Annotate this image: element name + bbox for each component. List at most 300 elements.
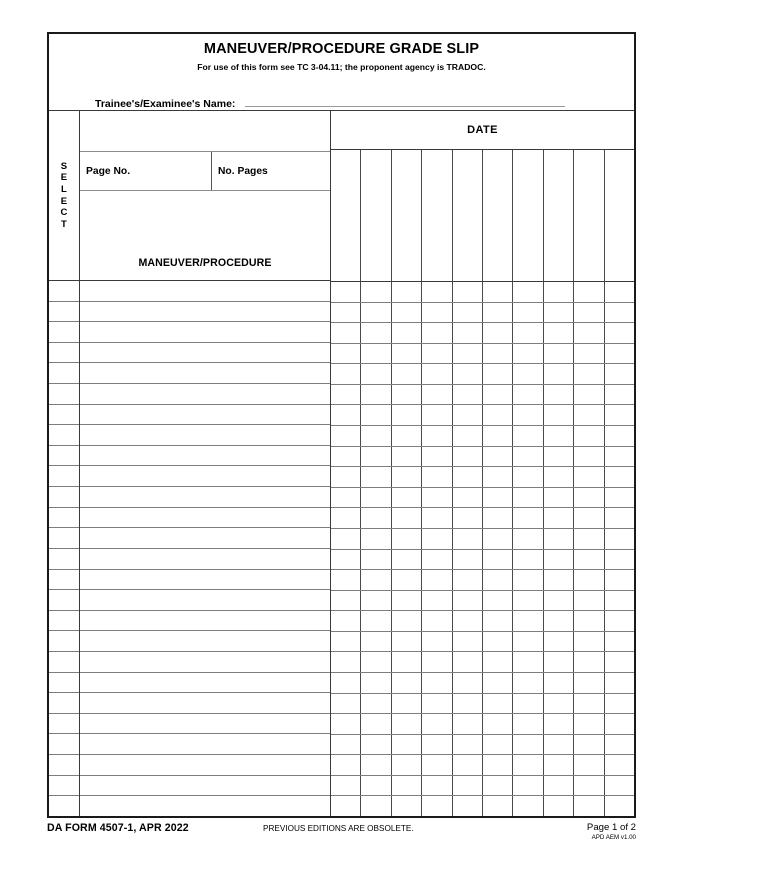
date-grade-cell[interactable]	[544, 282, 574, 302]
date-grade-cell[interactable]	[392, 755, 422, 775]
date-grade-cell[interactable]	[544, 426, 574, 446]
date-grade-cell[interactable]	[361, 282, 391, 302]
date-grade-cell[interactable]	[392, 303, 422, 323]
date-grade-cell[interactable]	[453, 385, 483, 405]
select-cell[interactable]	[49, 446, 79, 467]
date-grade-cell[interactable]	[605, 364, 634, 384]
date-grade-cell[interactable]	[544, 652, 574, 672]
date-grade-cell[interactable]	[453, 447, 483, 467]
date-header-cell[interactable]	[331, 150, 361, 281]
date-grade-cell[interactable]	[331, 508, 361, 528]
date-grade-cell[interactable]	[574, 282, 604, 302]
date-grade-cell[interactable]	[392, 282, 422, 302]
date-grade-cell[interactable]	[361, 570, 391, 590]
date-grade-cell[interactable]	[453, 652, 483, 672]
select-cell[interactable]	[49, 281, 79, 302]
date-grade-cell[interactable]	[513, 632, 543, 652]
date-grade-cell[interactable]	[331, 447, 361, 467]
date-grade-cell[interactable]	[544, 447, 574, 467]
maneuver-cell[interactable]	[80, 631, 330, 652]
date-grade-cell[interactable]	[544, 467, 574, 487]
date-header-cell[interactable]	[574, 150, 604, 281]
date-grade-cell[interactable]	[453, 673, 483, 693]
date-grade-cell[interactable]	[574, 405, 604, 425]
date-grade-cell[interactable]	[513, 570, 543, 590]
date-grade-cell[interactable]	[605, 714, 634, 734]
date-grade-cell[interactable]	[453, 591, 483, 611]
date-grade-cell[interactable]	[544, 570, 574, 590]
date-grade-cell[interactable]	[422, 303, 452, 323]
date-grade-cell[interactable]	[361, 673, 391, 693]
date-header-cell[interactable]	[605, 150, 634, 281]
date-grade-cell[interactable]	[422, 323, 452, 343]
select-cell[interactable]	[49, 322, 79, 343]
date-grade-cell[interactable]	[605, 303, 634, 323]
date-grade-cell[interactable]	[453, 323, 483, 343]
date-grade-cell[interactable]	[361, 611, 391, 631]
date-grade-cell[interactable]	[331, 282, 361, 302]
date-grade-cell[interactable]	[331, 673, 361, 693]
date-grade-cell[interactable]	[513, 673, 543, 693]
maneuver-cell[interactable]	[80, 384, 330, 405]
date-grade-cell[interactable]	[483, 488, 513, 508]
date-grade-cell[interactable]	[574, 467, 604, 487]
date-grade-cell[interactable]	[392, 673, 422, 693]
date-grade-cell[interactable]	[422, 714, 452, 734]
maneuver-cell[interactable]	[80, 487, 330, 508]
date-grade-cell[interactable]	[513, 282, 543, 302]
select-cell[interactable]	[49, 796, 79, 816]
date-grade-cell[interactable]	[513, 405, 543, 425]
date-grade-cell[interactable]	[392, 714, 422, 734]
maneuver-cell[interactable]	[80, 776, 330, 797]
select-cell[interactable]	[49, 528, 79, 549]
select-cell[interactable]	[49, 652, 79, 673]
date-header-cell[interactable]	[422, 150, 452, 281]
date-grade-cell[interactable]	[453, 755, 483, 775]
date-grade-cell[interactable]	[361, 714, 391, 734]
date-grade-cell[interactable]	[574, 796, 604, 816]
select-cell[interactable]	[49, 755, 79, 776]
date-grade-cell[interactable]	[361, 735, 391, 755]
date-grade-cell[interactable]	[422, 550, 452, 570]
date-grade-cell[interactable]	[605, 344, 634, 364]
date-grade-cell[interactable]	[392, 447, 422, 467]
date-grade-cell[interactable]	[513, 611, 543, 631]
date-grade-cell[interactable]	[574, 364, 604, 384]
date-grade-cell[interactable]	[544, 776, 574, 796]
date-grade-cell[interactable]	[392, 694, 422, 714]
date-grade-cell[interactable]	[422, 591, 452, 611]
date-grade-cell[interactable]	[605, 508, 634, 528]
date-grade-cell[interactable]	[574, 570, 604, 590]
date-grade-cell[interactable]	[544, 405, 574, 425]
date-grade-cell[interactable]	[483, 673, 513, 693]
maneuver-cell[interactable]	[80, 405, 330, 426]
date-grade-cell[interactable]	[361, 488, 391, 508]
maneuver-cell[interactable]	[80, 322, 330, 343]
select-cell[interactable]	[49, 466, 79, 487]
date-header-cell[interactable]	[544, 150, 574, 281]
select-cell[interactable]	[49, 673, 79, 694]
select-cell[interactable]	[49, 631, 79, 652]
date-grade-cell[interactable]	[331, 303, 361, 323]
date-grade-cell[interactable]	[483, 714, 513, 734]
date-grade-cell[interactable]	[483, 570, 513, 590]
date-grade-cell[interactable]	[422, 385, 452, 405]
select-cell[interactable]	[49, 734, 79, 755]
date-grade-cell[interactable]	[513, 694, 543, 714]
date-grade-cell[interactable]	[331, 529, 361, 549]
date-grade-cell[interactable]	[513, 591, 543, 611]
date-grade-cell[interactable]	[331, 467, 361, 487]
date-grade-cell[interactable]	[453, 303, 483, 323]
date-grade-cell[interactable]	[605, 488, 634, 508]
date-grade-cell[interactable]	[574, 755, 604, 775]
date-grade-cell[interactable]	[453, 467, 483, 487]
date-grade-cell[interactable]	[422, 652, 452, 672]
date-grade-cell[interactable]	[483, 652, 513, 672]
date-grade-cell[interactable]	[605, 405, 634, 425]
date-grade-cell[interactable]	[331, 364, 361, 384]
date-grade-cell[interactable]	[392, 529, 422, 549]
maneuver-cell[interactable]	[80, 714, 330, 735]
date-grade-cell[interactable]	[453, 364, 483, 384]
date-grade-cell[interactable]	[605, 529, 634, 549]
date-grade-cell[interactable]	[453, 796, 483, 816]
date-grade-cell[interactable]	[392, 632, 422, 652]
select-cell[interactable]	[49, 590, 79, 611]
date-grade-cell[interactable]	[331, 611, 361, 631]
date-grade-cell[interactable]	[544, 611, 574, 631]
select-cell[interactable]	[49, 714, 79, 735]
date-grade-cell[interactable]	[483, 467, 513, 487]
date-grade-cell[interactable]	[422, 529, 452, 549]
date-grade-cell[interactable]	[513, 303, 543, 323]
date-grade-cell[interactable]	[605, 755, 634, 775]
date-grade-cell[interactable]	[392, 385, 422, 405]
date-header-cell[interactable]	[453, 150, 483, 281]
date-grade-cell[interactable]	[392, 776, 422, 796]
date-grade-cell[interactable]	[453, 488, 483, 508]
date-grade-cell[interactable]	[453, 282, 483, 302]
date-grade-cell[interactable]	[361, 550, 391, 570]
date-grade-cell[interactable]	[513, 529, 543, 549]
date-grade-cell[interactable]	[331, 405, 361, 425]
date-grade-cell[interactable]	[513, 652, 543, 672]
date-grade-cell[interactable]	[574, 323, 604, 343]
date-grade-cell[interactable]	[361, 323, 391, 343]
date-grade-cell[interactable]	[544, 714, 574, 734]
date-grade-cell[interactable]	[513, 447, 543, 467]
date-grade-cell[interactable]	[513, 426, 543, 446]
date-grade-cell[interactable]	[605, 735, 634, 755]
date-grade-cell[interactable]	[422, 282, 452, 302]
date-grade-cell[interactable]	[453, 529, 483, 549]
date-grade-cell[interactable]	[605, 673, 634, 693]
select-cell[interactable]	[49, 487, 79, 508]
date-grade-cell[interactable]	[574, 344, 604, 364]
date-grade-cell[interactable]	[574, 488, 604, 508]
date-grade-cell[interactable]	[331, 735, 361, 755]
date-grade-cell[interactable]	[483, 426, 513, 446]
date-grade-cell[interactable]	[605, 467, 634, 487]
date-grade-cell[interactable]	[331, 776, 361, 796]
date-grade-cell[interactable]	[483, 632, 513, 652]
date-grade-cell[interactable]	[361, 364, 391, 384]
select-cell[interactable]	[49, 363, 79, 384]
date-grade-cell[interactable]	[483, 405, 513, 425]
date-grade-cell[interactable]	[422, 570, 452, 590]
maneuver-cell[interactable]	[80, 281, 330, 302]
maneuver-cell[interactable]	[80, 734, 330, 755]
maneuver-cell[interactable]	[80, 570, 330, 591]
date-grade-cell[interactable]	[483, 447, 513, 467]
date-grade-cell[interactable]	[513, 488, 543, 508]
date-grade-cell[interactable]	[544, 488, 574, 508]
date-grade-cell[interactable]	[361, 652, 391, 672]
date-grade-cell[interactable]	[331, 755, 361, 775]
date-grade-cell[interactable]	[361, 755, 391, 775]
date-grade-cell[interactable]	[605, 282, 634, 302]
date-grade-cell[interactable]	[422, 632, 452, 652]
maneuver-cell[interactable]	[80, 302, 330, 323]
date-grade-cell[interactable]	[361, 426, 391, 446]
date-header-cell[interactable]	[392, 150, 422, 281]
date-grade-cell[interactable]	[361, 385, 391, 405]
maneuver-cell[interactable]	[80, 611, 330, 632]
date-grade-cell[interactable]	[574, 447, 604, 467]
date-grade-cell[interactable]	[605, 796, 634, 816]
date-grade-cell[interactable]	[361, 529, 391, 549]
date-grade-cell[interactable]	[513, 364, 543, 384]
date-grade-cell[interactable]	[605, 591, 634, 611]
date-grade-cell[interactable]	[483, 529, 513, 549]
maneuver-cell[interactable]	[80, 590, 330, 611]
date-grade-cell[interactable]	[392, 570, 422, 590]
date-grade-cell[interactable]	[361, 776, 391, 796]
date-grade-cell[interactable]	[513, 344, 543, 364]
date-header-cell[interactable]	[513, 150, 543, 281]
select-cell[interactable]	[49, 611, 79, 632]
date-grade-cell[interactable]	[544, 796, 574, 816]
date-grade-cell[interactable]	[331, 632, 361, 652]
date-grade-cell[interactable]	[392, 611, 422, 631]
date-grade-cell[interactable]	[453, 550, 483, 570]
date-grade-cell[interactable]	[392, 323, 422, 343]
date-grade-cell[interactable]	[574, 385, 604, 405]
select-cell[interactable]	[49, 549, 79, 570]
date-grade-cell[interactable]	[361, 467, 391, 487]
date-grade-cell[interactable]	[605, 385, 634, 405]
date-grade-cell[interactable]	[422, 755, 452, 775]
date-grade-cell[interactable]	[605, 323, 634, 343]
date-grade-cell[interactable]	[544, 344, 574, 364]
date-grade-cell[interactable]	[422, 488, 452, 508]
date-grade-cell[interactable]	[605, 632, 634, 652]
date-grade-cell[interactable]	[574, 735, 604, 755]
date-grade-cell[interactable]	[574, 591, 604, 611]
maneuver-cell[interactable]	[80, 673, 330, 694]
maneuver-cell[interactable]	[80, 755, 330, 776]
date-grade-cell[interactable]	[544, 303, 574, 323]
date-header-cell[interactable]	[483, 150, 513, 281]
date-grade-cell[interactable]	[513, 714, 543, 734]
date-grade-cell[interactable]	[483, 385, 513, 405]
date-grade-cell[interactable]	[422, 344, 452, 364]
date-grade-cell[interactable]	[513, 508, 543, 528]
date-grade-cell[interactable]	[544, 694, 574, 714]
select-cell[interactable]	[49, 570, 79, 591]
date-grade-cell[interactable]	[422, 694, 452, 714]
date-grade-cell[interactable]	[392, 344, 422, 364]
date-grade-cell[interactable]	[453, 611, 483, 631]
date-grade-cell[interactable]	[392, 508, 422, 528]
maneuver-cell[interactable]	[80, 508, 330, 529]
date-grade-cell[interactable]	[361, 447, 391, 467]
date-grade-cell[interactable]	[392, 467, 422, 487]
select-cell[interactable]	[49, 508, 79, 529]
date-grade-cell[interactable]	[544, 364, 574, 384]
maneuver-cell[interactable]	[80, 363, 330, 384]
date-grade-cell[interactable]	[544, 591, 574, 611]
maneuver-cell[interactable]	[80, 528, 330, 549]
date-grade-cell[interactable]	[544, 673, 574, 693]
date-grade-cell[interactable]	[361, 632, 391, 652]
date-grade-cell[interactable]	[361, 591, 391, 611]
date-grade-cell[interactable]	[483, 323, 513, 343]
date-grade-cell[interactable]	[605, 652, 634, 672]
date-grade-cell[interactable]	[574, 426, 604, 446]
date-grade-cell[interactable]	[392, 405, 422, 425]
date-grade-cell[interactable]	[605, 776, 634, 796]
date-grade-cell[interactable]	[361, 508, 391, 528]
date-grade-cell[interactable]	[422, 611, 452, 631]
date-grade-cell[interactable]	[361, 344, 391, 364]
date-grade-cell[interactable]	[331, 694, 361, 714]
date-grade-cell[interactable]	[544, 550, 574, 570]
maneuver-cell[interactable]	[80, 446, 330, 467]
date-grade-cell[interactable]	[422, 735, 452, 755]
date-grade-cell[interactable]	[513, 385, 543, 405]
date-grade-cell[interactable]	[513, 550, 543, 570]
date-grade-cell[interactable]	[331, 591, 361, 611]
date-grade-cell[interactable]	[574, 694, 604, 714]
date-grade-cell[interactable]	[331, 570, 361, 590]
date-grade-cell[interactable]	[392, 652, 422, 672]
select-cell[interactable]	[49, 384, 79, 405]
date-grade-cell[interactable]	[605, 611, 634, 631]
date-grade-cell[interactable]	[422, 405, 452, 425]
date-grade-cell[interactable]	[453, 405, 483, 425]
date-grade-cell[interactable]	[574, 673, 604, 693]
select-cell[interactable]	[49, 405, 79, 426]
date-grade-cell[interactable]	[513, 323, 543, 343]
date-grade-cell[interactable]	[544, 385, 574, 405]
date-grade-cell[interactable]	[574, 632, 604, 652]
date-grade-cell[interactable]	[331, 652, 361, 672]
date-grade-cell[interactable]	[483, 591, 513, 611]
date-grade-cell[interactable]	[331, 385, 361, 405]
date-grade-cell[interactable]	[574, 776, 604, 796]
select-cell[interactable]	[49, 343, 79, 364]
date-grade-cell[interactable]	[544, 735, 574, 755]
date-grade-cell[interactable]	[483, 735, 513, 755]
date-grade-cell[interactable]	[574, 508, 604, 528]
date-grade-cell[interactable]	[422, 467, 452, 487]
date-grade-cell[interactable]	[361, 303, 391, 323]
maneuver-cell[interactable]	[80, 652, 330, 673]
date-grade-cell[interactable]	[331, 323, 361, 343]
date-grade-cell[interactable]	[605, 426, 634, 446]
select-cell[interactable]	[49, 693, 79, 714]
date-grade-cell[interactable]	[544, 323, 574, 343]
maneuver-cell[interactable]	[80, 693, 330, 714]
date-grade-cell[interactable]	[331, 714, 361, 734]
date-grade-cell[interactable]	[513, 776, 543, 796]
select-cell[interactable]	[49, 776, 79, 797]
date-grade-cell[interactable]	[392, 426, 422, 446]
date-grade-cell[interactable]	[422, 426, 452, 446]
maneuver-cell[interactable]	[80, 466, 330, 487]
date-grade-cell[interactable]	[453, 694, 483, 714]
select-cell[interactable]	[49, 302, 79, 323]
date-grade-cell[interactable]	[331, 488, 361, 508]
date-grade-cell[interactable]	[483, 796, 513, 816]
date-grade-cell[interactable]	[453, 426, 483, 446]
date-grade-cell[interactable]	[422, 508, 452, 528]
date-grade-cell[interactable]	[361, 694, 391, 714]
date-grade-cell[interactable]	[483, 550, 513, 570]
maneuver-cell[interactable]	[80, 425, 330, 446]
date-grade-cell[interactable]	[483, 364, 513, 384]
date-grade-cell[interactable]	[483, 344, 513, 364]
date-grade-cell[interactable]	[483, 755, 513, 775]
date-grade-cell[interactable]	[544, 508, 574, 528]
date-grade-cell[interactable]	[574, 550, 604, 570]
date-grade-cell[interactable]	[483, 303, 513, 323]
date-grade-cell[interactable]	[392, 735, 422, 755]
date-grade-cell[interactable]	[483, 282, 513, 302]
date-grade-cell[interactable]	[513, 735, 543, 755]
date-grade-cell[interactable]	[361, 796, 391, 816]
date-grade-cell[interactable]	[331, 344, 361, 364]
date-grade-cell[interactable]	[513, 467, 543, 487]
date-grade-cell[interactable]	[361, 405, 391, 425]
date-grade-cell[interactable]	[453, 570, 483, 590]
date-grade-cell[interactable]	[453, 632, 483, 652]
date-grade-cell[interactable]	[422, 776, 452, 796]
date-grade-cell[interactable]	[544, 632, 574, 652]
maneuver-cell[interactable]	[80, 549, 330, 570]
date-grade-cell[interactable]	[422, 673, 452, 693]
date-grade-cell[interactable]	[331, 550, 361, 570]
select-cell[interactable]	[49, 425, 79, 446]
date-grade-cell[interactable]	[392, 550, 422, 570]
date-grade-cell[interactable]	[422, 796, 452, 816]
maneuver-cell[interactable]	[80, 343, 330, 364]
date-grade-cell[interactable]	[453, 344, 483, 364]
date-grade-cell[interactable]	[574, 529, 604, 549]
date-grade-cell[interactable]	[392, 488, 422, 508]
date-grade-cell[interactable]	[574, 611, 604, 631]
date-grade-cell[interactable]	[422, 364, 452, 384]
date-grade-cell[interactable]	[392, 796, 422, 816]
date-grade-cell[interactable]	[331, 796, 361, 816]
date-grade-cell[interactable]	[574, 652, 604, 672]
date-grade-cell[interactable]	[605, 570, 634, 590]
date-grade-cell[interactable]	[453, 735, 483, 755]
